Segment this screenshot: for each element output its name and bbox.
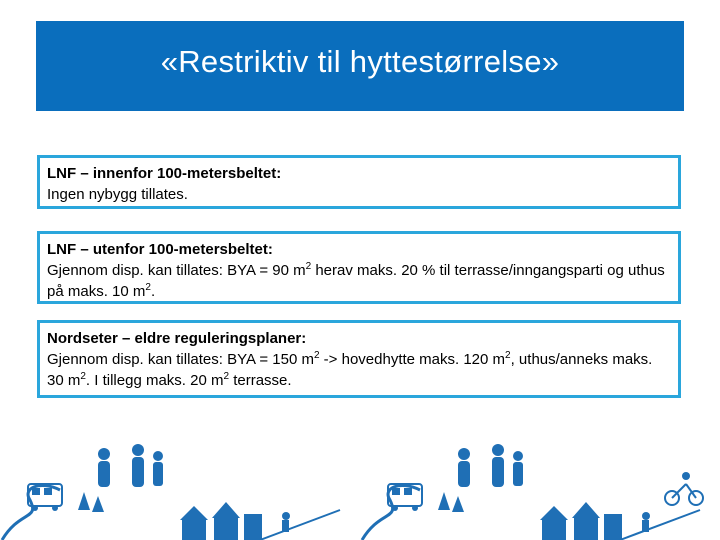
info-box-lnf-outside bbox=[37, 231, 681, 304]
superscript: 2 bbox=[145, 282, 151, 293]
people-icon bbox=[458, 444, 523, 487]
footer-illustration bbox=[0, 440, 720, 540]
box-body bbox=[47, 349, 671, 391]
box-heading: LNF – utenfor 100-metersbeltet: bbox=[47, 241, 273, 258]
trees-icon bbox=[78, 492, 104, 512]
trees-icon bbox=[438, 492, 464, 512]
superscript: 2 bbox=[80, 371, 86, 382]
superscript: 2 bbox=[505, 350, 511, 361]
houses-icon bbox=[180, 502, 262, 540]
text-segment: herav maks. 20 % til terrasse/inngangsparti og uthus på maks. 10 m bbox=[47, 262, 665, 300]
text-segment: terrasse. bbox=[229, 372, 292, 389]
superscript: 2 bbox=[305, 261, 312, 272]
text-segment: . I tillegg maks. 20 m bbox=[85, 372, 224, 389]
superscript: 2 bbox=[313, 350, 320, 361]
box-heading: LNF – innenfor 100-metersbeltet: bbox=[47, 165, 282, 182]
houses-icon bbox=[540, 502, 622, 540]
box-heading: Nordseter – eldre reguleringsplaner: bbox=[47, 330, 307, 347]
superscript: 2 bbox=[223, 371, 230, 382]
title-banner bbox=[36, 21, 684, 111]
text-segment: , uthus/anneks maks. 30 m bbox=[47, 351, 653, 389]
box-body bbox=[47, 260, 671, 302]
text-segment: -> hovedhytte maks. 120 m bbox=[319, 351, 506, 368]
people-icon bbox=[98, 444, 163, 487]
text-segment: Gjennom disp. kan tillates: BYA = 90 m bbox=[47, 262, 306, 279]
text-segment: . bbox=[150, 283, 156, 300]
slide-title: «Restriktiv til hyttestørrelse» bbox=[160, 44, 560, 79]
info-box-lnf-inside bbox=[37, 155, 681, 209]
text-segment: Gjennom disp. kan tillates: BYA = 150 m bbox=[47, 351, 314, 368]
cyclist-icon bbox=[665, 472, 703, 505]
info-box-nordseter bbox=[37, 320, 681, 398]
box-body: Ingen nybygg tillates. bbox=[47, 186, 188, 203]
